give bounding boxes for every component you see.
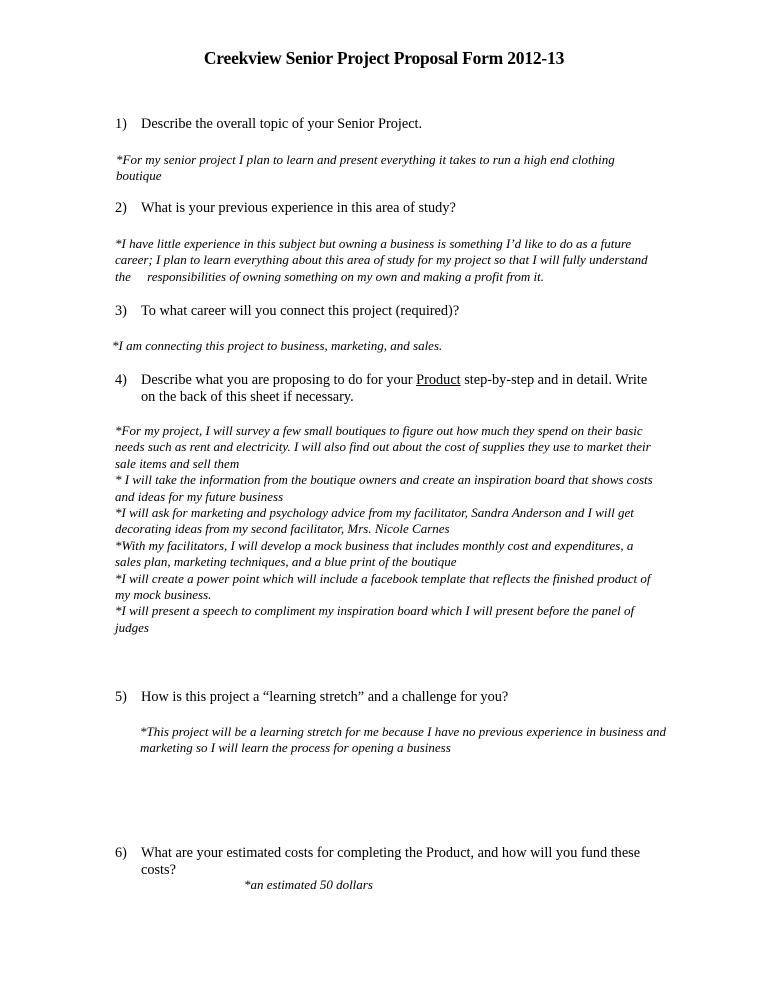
- document-title: Creekview Senior Project Proposal Form 2012-13: [203, 48, 565, 68]
- answer-line: * I will take the information from the boutique owners and create an inspiration board that shows costs: [115, 472, 653, 488]
- question-number: 1): [115, 116, 127, 132]
- answer-line: judges: [115, 619, 149, 635]
- answer-line: the responsibilities of owning something on my own and making a profit from it.: [115, 268, 544, 284]
- question-text: How is this project a “learning stretch” and a challenge for you?: [141, 689, 509, 705]
- answer-2: [115, 236, 648, 285]
- question-4: [115, 372, 647, 406]
- answer-5: [140, 724, 666, 757]
- product-underlined-term: Product: [416, 372, 461, 388]
- answer-6: [244, 877, 373, 893]
- question-text-after: step-by-step and in detail. Write: [460, 372, 648, 388]
- question-text: Describe the overall topic of your Senior Project.: [141, 116, 423, 132]
- question-6: [115, 845, 640, 879]
- question-text: What is your previous experience in this area of study?: [141, 200, 456, 216]
- answer-line: *For my project, I will survey a few small boutiques to figure out how much they spend on their basic: [115, 423, 643, 438]
- question-number: 2): [115, 200, 127, 216]
- question-text-line2: on the back of this sheet if necessary.: [141, 389, 354, 405]
- answer-line: *This project will be a learning stretch for me because I have no previous experience in business and: [140, 724, 667, 739]
- answer-line: *With my facilitators, I will develop a mock business that includes monthly cost and expenditures, a: [115, 537, 634, 553]
- answer-line: career; I plan to learn everything about this area of study for my project so that I will fully understand: [115, 252, 648, 268]
- answer-1: [116, 152, 615, 185]
- question-text: What are your estimated costs for completing the Product, and how will you fund these: [141, 845, 641, 861]
- question-number: 6): [115, 845, 127, 861]
- question-number: 4): [115, 372, 127, 388]
- answer-line: *I will ask for marketing and psychology advice from my facilitator, Sandra Anderson and I will get: [115, 505, 634, 521]
- question-text-line2: costs?: [141, 862, 176, 878]
- answer-line: *I will present a speech to compliment my inspiration board which I will present before the panel of: [115, 603, 635, 619]
- answer-line: needs such as rent and electricity. I will also find out about the cost of supplies they use to market their: [115, 439, 651, 455]
- question-1: [115, 116, 422, 133]
- question-5: [115, 689, 508, 706]
- question-text-before: Describe what you are proposing to do for your: [141, 372, 417, 388]
- answer-line: *For my senior project I plan to learn and present everything it takes to run a high end clothing: [116, 152, 615, 167]
- answer-line: *an estimated 50 dollars: [244, 877, 373, 892]
- answer-line: and ideas for my future business: [115, 488, 284, 504]
- question-3: [115, 303, 459, 320]
- answer-line: *I am connecting this project to business, marketing, and sales.: [112, 338, 443, 353]
- answer-line: sales plan, marketing techniques, and a blue print of the boutique: [115, 554, 457, 570]
- answer-line: *I have little experience in this subject but owning a business is something I’d like to do as a future: [115, 236, 632, 251]
- answer-3: [112, 338, 442, 354]
- answer-line: my mock business.: [115, 587, 212, 603]
- answer-line: boutique: [116, 168, 162, 184]
- answer-line: sale items and sell them: [115, 455, 240, 471]
- question-text: To what career will you connect this project (required)?: [141, 303, 460, 319]
- answer-line: marketing so I will learn the process for opening a business: [140, 740, 451, 756]
- answer-line: decorating ideas from my second facilitator, Mrs. Nicole Carnes: [115, 521, 450, 537]
- answer-4: [115, 423, 653, 636]
- question-2: [115, 200, 456, 217]
- question-number: 5): [115, 689, 127, 705]
- question-number: 3): [115, 303, 127, 319]
- answer-line: *I will create a power point which will include a facebook template that reflects the finished product of: [115, 570, 651, 586]
